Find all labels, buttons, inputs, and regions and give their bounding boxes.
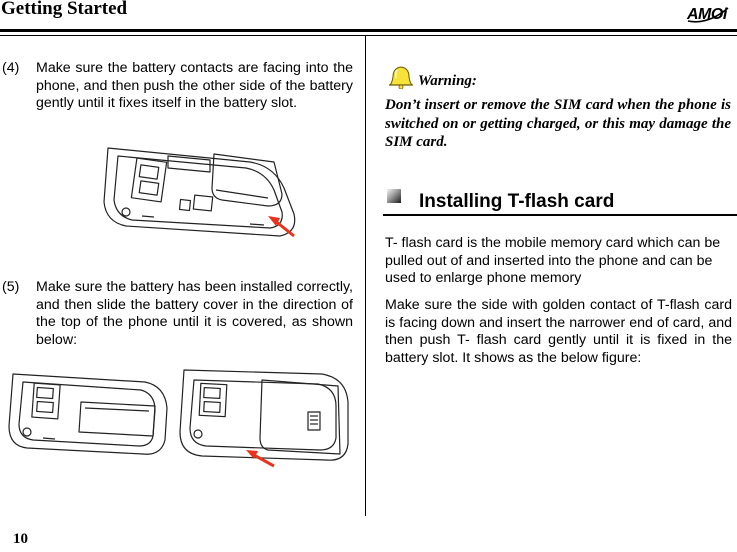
step-4 (2, 60, 354, 140)
header-rule-thick (0, 29, 737, 32)
tflash-instructions: Make sure the side with golden contact of T-flash card is facing down and insert the narrower end of card, and then push T- flash card gently until it is fixed in the battery slot. It shows as the below figure: (385, 297, 732, 366)
step-5-text: Make sure the battery has been installed correctly, and then slide the battery cover in the direction of the top of the phone until it is covered, as shown below: (36, 279, 353, 348)
svg-text:AMOi: AMOi (687, 6, 727, 23)
column-divider (365, 36, 366, 516)
section-title: Installing T-flash card (419, 191, 615, 212)
amoi-logo (686, 2, 730, 24)
step-5-number: (5) (2, 279, 20, 295)
header-rule-thin (0, 35, 737, 36)
warning-bell-icon (387, 63, 415, 89)
step-5 (2, 279, 354, 359)
warning-text: Don’t insert or remove the SIM card when the phone is switched on or getting charged, or this may damage the SIM card. (385, 97, 731, 151)
section-bullet-icon (387, 189, 401, 203)
section-title-rule (383, 214, 737, 216)
phone-battery-installed-illustration (5, 362, 171, 462)
warning-title: Warning: (418, 73, 477, 89)
page-header-title: Getting Started (1, 0, 128, 19)
phone-cover-closing-illustration (176, 362, 354, 472)
tflash-description: T- flash card is the mobile memory card which can be pulled out of and inserted into the phone and can be used to enlarge phone memory (385, 235, 721, 287)
step-4-number: (4) (2, 60, 20, 76)
battery-insert-illustration (98, 140, 304, 245)
step-4-text: Make sure the battery contacts are facing into the phone, and then push the other side of the battery gently until it fixes itself in the battery slot. (36, 60, 353, 112)
page-number: 10 (13, 531, 28, 547)
